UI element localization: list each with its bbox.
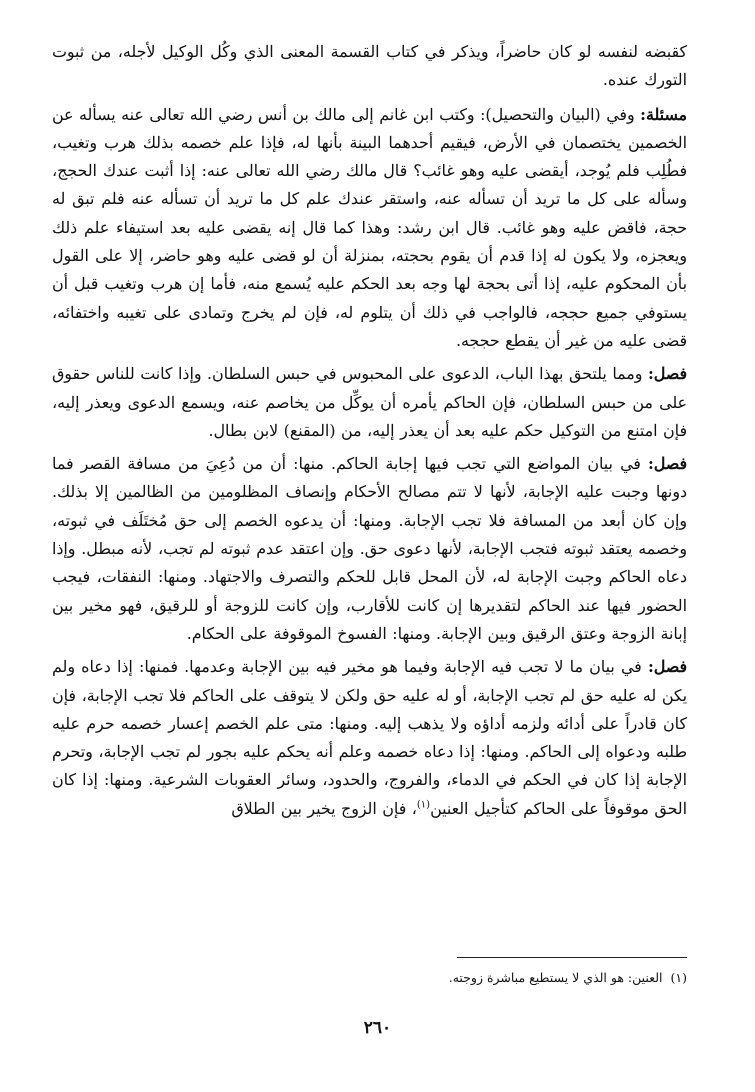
footnote-text: العنين: هو الذي لا يستطيع مباشرة زوجته.: [448, 970, 663, 985]
footnote-reference[interactable]: (١): [416, 799, 431, 811]
paragraph-text-tail: ، فإن الزوج يخير بين الطلاق: [231, 798, 417, 818]
paragraph-fasl-prisoner: [52, 360, 687, 445]
footnote-item: [52, 968, 687, 988]
paragraph-heading: فصل:: [647, 364, 687, 384]
page-number: ٢٦٠: [363, 1018, 392, 1038]
footnotes-section: [52, 957, 687, 988]
paragraph-text: وفي (البيان والتحصيل): وكتب ابن غانم إلى مالك بن أنس رضي الله تعالى عنه يسأله عن الخصمين يختصمان في الأرض، فيقيم أحدهما البينة بأنها له، فإذا علم خصمه بذلك هرب وتغيب، فطُلِب فلم يُوجد، أيقضى عليه وهو غائب؟ قال مالك رضي الله تعالى عنه: إذا أثبت عندك الحجج، وسأله على كل ما تريد أن تسأله عنه، واستقر عندك علم كل ما تريد أن تسأله عنه فلم تبق له حجة، فاقض عليه وهو غائب. قال ابن رشد: وهذا كما قال إنه يقضى عليه بعد استيفاء علم ذلك ويعجزه، ولا يكون له إذا قدم أن يقوم بحجته، بمنزلة أن لو قضى عليه وهو حاضر، إلا على القول بأن المحكوم عليه، إذا أتى بحجة لها وجه بعد الحكم عليه يُسمع منه، فأما إن هرب وتغيب قبل أن يستوفي جميع حججه، فالواجب في ذلك أن يتلوم له، فإن لم يخرج وتمادى على تغيبه واختفائه، قضى عليه من غير أن يقطع حججه.: [52, 104, 687, 350]
paragraph-masala: [52, 101, 687, 356]
paragraph-text: ومما يلتحق بهذا الباب، الدعوى على المحبوس في حبس السلطان. وإذا كانت للناس حقوق على من حبس السلطان، فإن الحاكم يأمره أن يوكِّل من يخاصم عنه، ويسمع الدعوى ويعذر إليه، فإن امتنع من التوكيل حكم عليه بعد أن يعذر إليه، من (المقنع) لابن بطال.: [52, 364, 687, 440]
footnote-number: (١): [670, 970, 687, 985]
paragraph-heading: مسئلة:: [640, 104, 687, 124]
paragraph-text: في بيان المواضع التي تجب فيها إجابة الحاكم. منها: أن من دُعِيَ من مسافة القصر فما دونها وجبت عليه الإجابة، لأنها لا تتم مصالح الأحكام وإنصاف المظلومين من الظالمين إلا بذلك. وإن كان أبعد من المسافة فلا تجب الإجابة. ومنها: أن يدعوه الخصم إلى حق مُختَلَف في ثبوته، وخصمه يعتقد ثبوته فتجب الإجابة، لأنها دعوى حق. وإن اعتقد عدم ثبوته لم تجب، لأنه مبطل. وإذا دعاه الحاكم وجبت الإجابة له، لأن المحل قابل للحكم والتصرف والاجتهاد. ومنها: النفقات، فيجب الحضور فيها عند الحاكم لتقديرها إن كانت للأقارب، وإن كانت للزوجة أو للرقيق، فهو مخير بين إبانة الزوجة وعتق الرقيق وبين الإجابة. ومنها: الفسوخ الموقوفة على الحكام.: [52, 454, 687, 643]
paragraph-continuation: [52, 38, 687, 95]
paragraph-heading: فصل:: [647, 454, 687, 474]
paragraph-fasl-optional: [52, 653, 687, 823]
page-body: [52, 38, 687, 828]
footnote-divider: [457, 957, 687, 958]
paragraph-heading: فصل:: [647, 657, 687, 677]
paragraph-text: في بيان ما لا تجب فيه الإجابة وفيما هو مخير فيه بين الإجابة وعدمها. فمنها: إذا دعاه ولم يكن له عليه حق لم تجب الإجابة، أو له عليه حق ولكن لا يتوقف على الحاكم فلا تجب الإجابة، فإن كان قادراً على أدائه ولزمه أداؤه ولا يذهب إليه. ومنها: متى علم الخصم إعسار خصمه حرم عليه طلبه ودعواه إلى الحاكم. ومنها: إذا دعاه خصمه وعلم أنه يحكم عليه بجور لم تجب الإجابة، وتحرم الإجابة إذا كان في الحكم في الدماء، والفروج، والحدود، وسائر العقوبات الشرعية. ومنها: إذا كان الحق موقوفاً على الحاكم كتأجيل العنين: [52, 657, 687, 818]
paragraph-fasl-obligatory: [52, 450, 687, 648]
paragraph-text: كقبضه لنفسه لو كان حاضراً، ويذكر في كتاب القسمة المعنى الذي وكُل الوكيل لأجله، من ثبوت التورك عنده.: [52, 42, 687, 90]
